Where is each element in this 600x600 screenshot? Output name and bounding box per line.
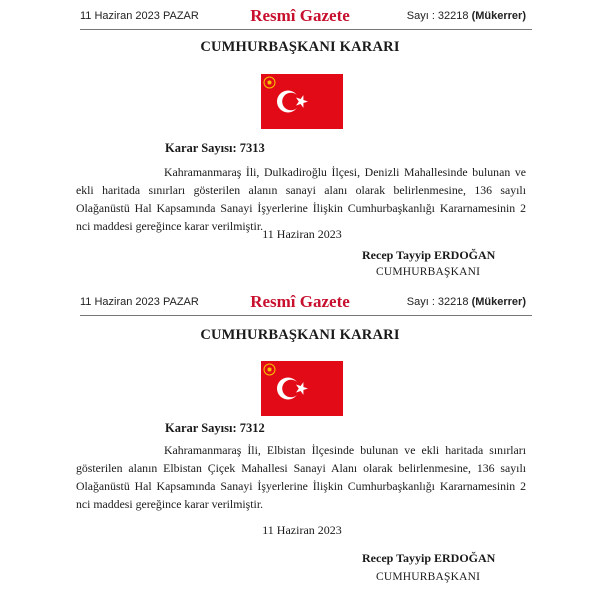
decree-section-7313 [0,0,600,290]
header-date: 11 Haziran 2023 PAZAR [80,296,199,308]
gazette-title: Resmî Gazete [250,6,350,25]
decree-body: Kahramanmaraş İli, Elbistan İlçesinde bulunan ve ekli haritada sınırları gösterilen alanın Elbistan Çiçek Mahallesi Sanayi Alanı olarak belirlenmesine, 136 sayılı Olağanüstü Hal Kapsamında Sanayi İşyerlerine İlişkin Cumhurbaşkanlığı Kararnamesinin 2 nci maddesi gereğince karar verilmiştir. [76,443,526,511]
header-divider [80,29,532,30]
issue-label: Sayı : 32218 [406,296,469,308]
signer-role: CUMHURBAŞKANI [376,266,481,278]
turkish-flag-icon [261,74,343,129]
issue-label: Sayı : 32218 [406,10,469,22]
turkish-flag-icon [261,361,343,416]
decree-date: 11 Haziran 2023 [262,227,342,241]
gazette-header [0,4,600,26]
gazette-header [0,290,600,312]
issue-number [407,10,526,22]
decree-number: Karar Sayısı: 7313 [165,141,265,155]
gazette-title: Resmî Gazete [250,292,350,311]
decree-body: Kahramanmaraş İli, Dulkadiroğlu İlçesi, Denizli Mahallesinde bulunan ve ekli haritada sınırları gösterilen alanın sanayi alanı olarak belirlenmesine, 136 sayılı Olağanüstü Hal Kapsamında Sanayi İşyerlerine İlişkin Cumhurbaşkanlığı Kararnamesinin 2 nci maddesi gereğince karar verilmiştir. [76,165,526,233]
signer-role: CUMHURBAŞKANI [376,571,481,583]
issue-suffix: (Mükerrer) [471,296,526,308]
signer-name: Recep Tayyip ERDOĞAN [362,248,496,262]
decree-title: CUMHURBAŞKANI KARARI [200,39,400,55]
issue-number [407,296,526,308]
header-date: 11 Haziran 2023 PAZAR [80,10,199,22]
decree-date: 11 Haziran 2023 [262,523,342,537]
header-divider [80,315,532,316]
decree-title: CUMHURBAŞKANI KARARI [200,327,400,343]
decree-section-7312 [0,290,600,600]
decree-number: Karar Sayısı: 7312 [165,421,265,435]
issue-suffix: (Mükerrer) [471,10,526,22]
signer-name: Recep Tayyip ERDOĞAN [362,551,496,565]
